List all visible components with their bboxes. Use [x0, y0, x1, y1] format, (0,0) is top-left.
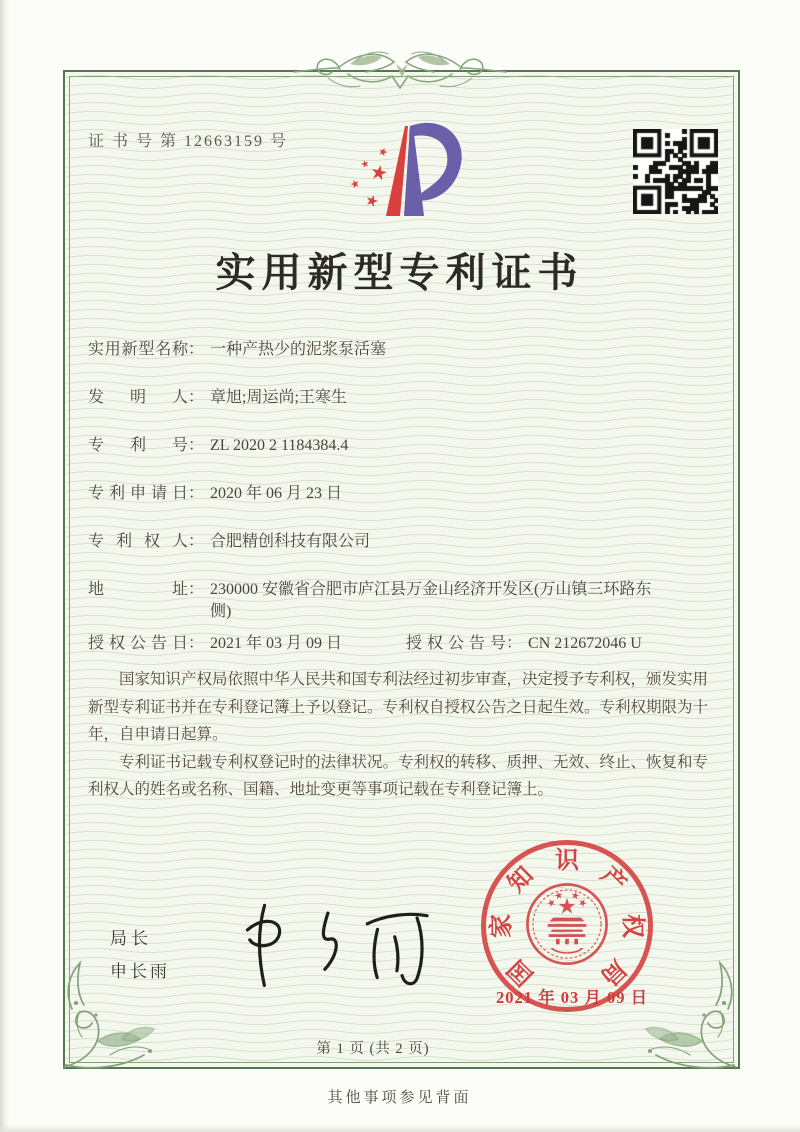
field-label: 专利号 — [88, 437, 188, 454]
page-indicator: 第 1 页 (共 2 页) — [316, 1041, 430, 1057]
field-row-patent-no: 专利号 ： ZL 2020 2 1184384.4 — [88, 435, 713, 457]
director-name: 申长雨 — [110, 962, 170, 981]
field-row-filing-date: 专利申请日 ： 2020 年 06 月 23 日 — [88, 483, 713, 505]
official-seal: 国 家 知 识 产 权 局 — [481, 840, 653, 1012]
certificate-number: 证 书 号 第 12663159 号 — [88, 133, 289, 150]
field-label: 实用新型名称 — [88, 341, 188, 358]
field-label: 专利申请日 — [88, 485, 188, 502]
field-row-grant: 授权公告日 ： 2021 年 03 月 09 日 授权公告号 ： CN 212672046 U — [88, 633, 713, 655]
field-row-address: 地址 ： 230000 安徽省合肥市庐江县万金山经济开发区(万山镇三环路东侧) — [88, 579, 713, 623]
field-label: 发明人 — [88, 389, 188, 406]
legal-text — [88, 666, 712, 804]
cnipa-logo-icon — [342, 112, 468, 228]
field-value: 230000 安徽省合肥市庐江县万金山经济开发区(万山镇三环路东侧) — [210, 581, 652, 620]
field-row-inventor: 发明人 ： 章旭;周运尚;王寒生 — [88, 387, 713, 409]
field-row-name: 实用新型名称 ： 一种产热少的泥浆泵活塞 — [88, 339, 713, 361]
field-value: 合肥精创科技有限公司 — [210, 533, 371, 550]
field-label: 地址 — [88, 581, 188, 598]
field-value: 2020 年 06 月 23 日 — [210, 485, 343, 502]
field-value: 一种产热少的泥浆泵活塞 — [210, 341, 387, 358]
field-value: 2021 年 03 月 09 日 — [210, 635, 343, 652]
field-label: 授权公告号 — [406, 635, 507, 652]
national-emblem-icon — [521, 876, 613, 972]
field-list — [88, 339, 713, 655]
field-value: CN 212672046 U — [528, 635, 642, 652]
field-value: 章旭;周运尚;王寒生 — [210, 389, 347, 406]
field-value: ZL 2020 2 1184384.4 — [210, 437, 349, 454]
body-paragraph-2: 专利证书记载专利权登记时的法律状况。专利权的转移、质押、无效、终止、恢复和专利权人的姓名或名称、国籍、地址变更等事项记载在专利登记簿上。 — [88, 753, 709, 798]
field-pair-grant-no: 授权公告号 ： CN 212672046 U — [406, 633, 642, 655]
field-label: 专利权人 — [88, 533, 188, 550]
field-row-patentee: 专利权人 ： 合肥精创科技有限公司 — [88, 531, 713, 553]
director-title: 局长 — [110, 929, 152, 948]
qr-code — [633, 129, 718, 214]
body-paragraph-1: 国家知识产权局依照中华人民共和国专利法经过初步审查，决定授予专利权，颁发实用新型专利证书并在专利登记簿上予以登记。专利权自授权公告之日起生效。专利权期限为十年，自申请日起算。 — [88, 671, 709, 743]
scan-edge — [0, 1125, 800, 1132]
back-note: 其他事项参见背面 — [327, 1090, 472, 1106]
scan-edge — [0, 0, 9, 1132]
certificate-title: 实用新型专利证书 — [215, 250, 584, 295]
field-label: 授权公告日 — [88, 635, 188, 652]
seal-date: 2021 年 03 月 09 日 — [495, 988, 649, 1007]
signature-icon — [228, 893, 438, 997]
